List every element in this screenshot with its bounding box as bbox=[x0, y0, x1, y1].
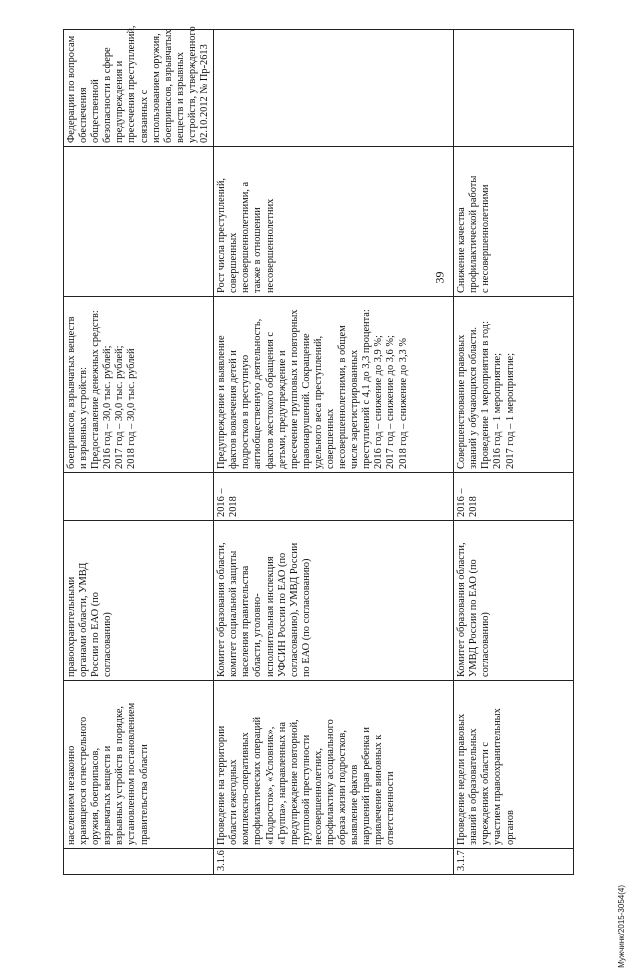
text-line: и взрывных устройств: bbox=[78, 367, 90, 469]
text-line: 2017 год – снижение до 3,6 %; bbox=[385, 335, 397, 469]
text-line: 2016 год – 30,0 тыс. рублей; bbox=[102, 345, 114, 469]
cell-related-indicator bbox=[454, 30, 574, 147]
table-row bbox=[454, 30, 574, 875]
rotated-table-area bbox=[35, 17, 605, 887]
text-line: Рост числа преступлений, bbox=[216, 178, 228, 293]
text-line: предупреждения и bbox=[114, 60, 126, 143]
text-line: выявление фактов bbox=[349, 764, 361, 845]
text-line: несовершеннолетними, а bbox=[240, 181, 252, 293]
text-line: согласованию) bbox=[102, 612, 114, 677]
cell-activity-name bbox=[214, 681, 454, 849]
text-line: учреждениях области с bbox=[480, 742, 492, 845]
cell-executor bbox=[214, 521, 454, 681]
cell-term: 2016 – 2018 bbox=[454, 473, 574, 521]
cell-expected-result bbox=[454, 297, 574, 473]
text-line: несовершеннолетними, в общем bbox=[337, 325, 349, 469]
text-line: установленном постановлением bbox=[126, 702, 138, 845]
text-line: пресечение групповых и повторных bbox=[288, 309, 300, 469]
text-line: использованием оружия, bbox=[150, 33, 162, 143]
text-line: 2017 год – 1 мероприятие; bbox=[504, 352, 516, 469]
text-line: совершенных bbox=[324, 408, 336, 469]
text-line: «Группа», направленных на bbox=[276, 722, 288, 845]
text-line: Предупреждение и выявление bbox=[216, 335, 228, 469]
text-line: оружия, боеприпасов, bbox=[90, 747, 102, 845]
text-line: предупреждение повторной, bbox=[288, 719, 300, 845]
cell-expected-result bbox=[64, 297, 214, 473]
cell-activity-name bbox=[64, 681, 214, 849]
text-line: исполнительная инспекция bbox=[264, 556, 276, 677]
text-line: комплексно-оперативных bbox=[240, 732, 252, 845]
text-line: 2018 год – 30,0 тыс. рублей bbox=[126, 348, 138, 469]
cell-consequence bbox=[64, 147, 214, 297]
text-line: правительства области bbox=[138, 744, 150, 845]
text-line: согласованию) bbox=[480, 612, 492, 677]
text-line: Комитет образования области, bbox=[216, 542, 228, 677]
text-line: участием правоохранительных bbox=[492, 708, 504, 845]
text-line: области, уголовно- bbox=[252, 593, 264, 677]
text-line: взрывных устройств в порядке, bbox=[114, 705, 126, 845]
text-line: фактов вовлечения детей и bbox=[228, 350, 240, 469]
text-line: профилактической работы bbox=[468, 175, 480, 293]
text-line: удельного веса преступлений, bbox=[312, 335, 324, 469]
text-line: фактов жестокого обращения с bbox=[264, 331, 276, 469]
text-line: согласованию), УМВД России bbox=[288, 542, 300, 677]
text-line: Федерации по вопросам bbox=[66, 35, 77, 143]
text-line: ответственности bbox=[385, 771, 397, 845]
text-line: связанных с bbox=[138, 89, 150, 143]
cell-related-indicator bbox=[214, 30, 454, 147]
text-line: совершенных bbox=[228, 232, 240, 293]
text-line: «Подросток», «Условник», bbox=[264, 726, 276, 845]
text-line: привлечение виновных к bbox=[373, 734, 385, 845]
text-line: правонарушений. Сокращение bbox=[300, 333, 312, 469]
text-line: УМВД России по ЕАО (по bbox=[468, 559, 480, 677]
text-line: веществ и взрывных bbox=[174, 52, 186, 143]
cell-expected-result bbox=[214, 297, 454, 473]
table-row bbox=[214, 30, 454, 875]
page-number: 39 bbox=[432, 271, 447, 284]
text-line: взрывчатых веществ и bbox=[102, 745, 114, 845]
text-line: органов bbox=[504, 810, 516, 845]
text-line: знаний у обучающихся области. bbox=[468, 326, 480, 469]
cell-term bbox=[64, 473, 214, 521]
table-row bbox=[64, 30, 214, 875]
cell-consequence bbox=[454, 147, 574, 297]
text-line: УФСИН России по ЕАО (по bbox=[276, 552, 288, 677]
text-line: преступлений с 4,1 до 3,3 процента: bbox=[361, 309, 373, 469]
table-body bbox=[64, 25, 574, 875]
text-line: Снижение качества bbox=[456, 207, 468, 293]
text-line: обеспечения bbox=[78, 87, 90, 143]
text-line: 2016 год – снижение до 3,9 %; bbox=[373, 335, 385, 469]
text-line: нарушений прав ребенка и bbox=[361, 727, 373, 845]
text-line: подростков в преступную bbox=[240, 354, 252, 469]
text-line: антиобщественную деятельность, bbox=[252, 318, 264, 469]
text-line: населением незаконно bbox=[66, 745, 77, 845]
cell-number: 3.1.7 bbox=[454, 849, 574, 875]
text-line: знаний в образовательных bbox=[468, 728, 480, 845]
text-line: населения правительства bbox=[240, 565, 252, 677]
text-line: пресечения преступлений, bbox=[126, 25, 138, 143]
footer-code: Мужчинк/2015-3054(4) bbox=[617, 885, 626, 968]
text-line: боеприпасов, взрывчатых bbox=[162, 29, 174, 143]
text-line: органами области, УМВД bbox=[78, 562, 90, 677]
text-line: хранящегося огнестрельного bbox=[78, 716, 90, 845]
cell-executor bbox=[454, 521, 574, 681]
text-line: также в отношении bbox=[252, 207, 264, 293]
text-line: 2018 год – снижение до 3,3 % bbox=[397, 338, 409, 469]
text-line: несовершеннолетних bbox=[264, 198, 276, 293]
text-line: с несовершеннолетними bbox=[480, 184, 492, 293]
text-line: 02.10.2012 № Пр-2613 bbox=[199, 44, 211, 143]
cell-related-indicator bbox=[64, 25, 214, 147]
text-line: групповой преступности bbox=[300, 734, 312, 845]
text-line: по ЕАО (по согласованию) bbox=[300, 558, 312, 677]
text-line: общественной bbox=[90, 79, 102, 143]
text-line: 2017 год – 30,0 тыс. рублей; bbox=[114, 345, 126, 469]
text-line: Комитет образования области, bbox=[456, 542, 468, 677]
text-line: несовершеннолетних, bbox=[312, 748, 324, 845]
text-line: профилактику асоциального bbox=[324, 719, 336, 845]
text-line: Проведение 1 мероприятия в год: bbox=[480, 321, 492, 469]
text-line: 2016 год – 1 мероприятие; bbox=[492, 352, 504, 469]
text-line: числе зарегистрированных bbox=[349, 349, 361, 469]
cell-activity-name bbox=[454, 681, 574, 849]
cell-number: 3.1.6 bbox=[214, 849, 454, 875]
text-line: безопасности в сфере bbox=[102, 47, 114, 143]
cell-term: 2016 – 2018 bbox=[214, 473, 454, 521]
text-line: устройств, утвержденного bbox=[186, 26, 198, 143]
text-line: России по ЕАО (по bbox=[90, 592, 102, 677]
text-line: образа жизни подростков, bbox=[337, 730, 349, 845]
text-line: области ежегодных bbox=[228, 759, 240, 845]
program-table bbox=[63, 25, 574, 875]
cell-executor bbox=[64, 521, 214, 681]
text-line: правоохранительными bbox=[66, 576, 77, 677]
text-line: комитет социальной защиты bbox=[228, 550, 240, 677]
text-line: Совершенствование правовых bbox=[456, 334, 468, 469]
text-line: Проведение недели правовых bbox=[456, 713, 468, 845]
cell-number bbox=[64, 849, 214, 875]
text-line: Проведение на территории bbox=[216, 725, 228, 845]
cell-consequence bbox=[214, 147, 454, 297]
text-line: детьми, предупреждение и bbox=[276, 350, 288, 469]
text-line: боеприпасов, взрывчатых веществ bbox=[66, 316, 77, 469]
text-line: профилактических операций bbox=[252, 716, 264, 845]
text-line: Предоставление денежных средств: bbox=[90, 310, 102, 469]
